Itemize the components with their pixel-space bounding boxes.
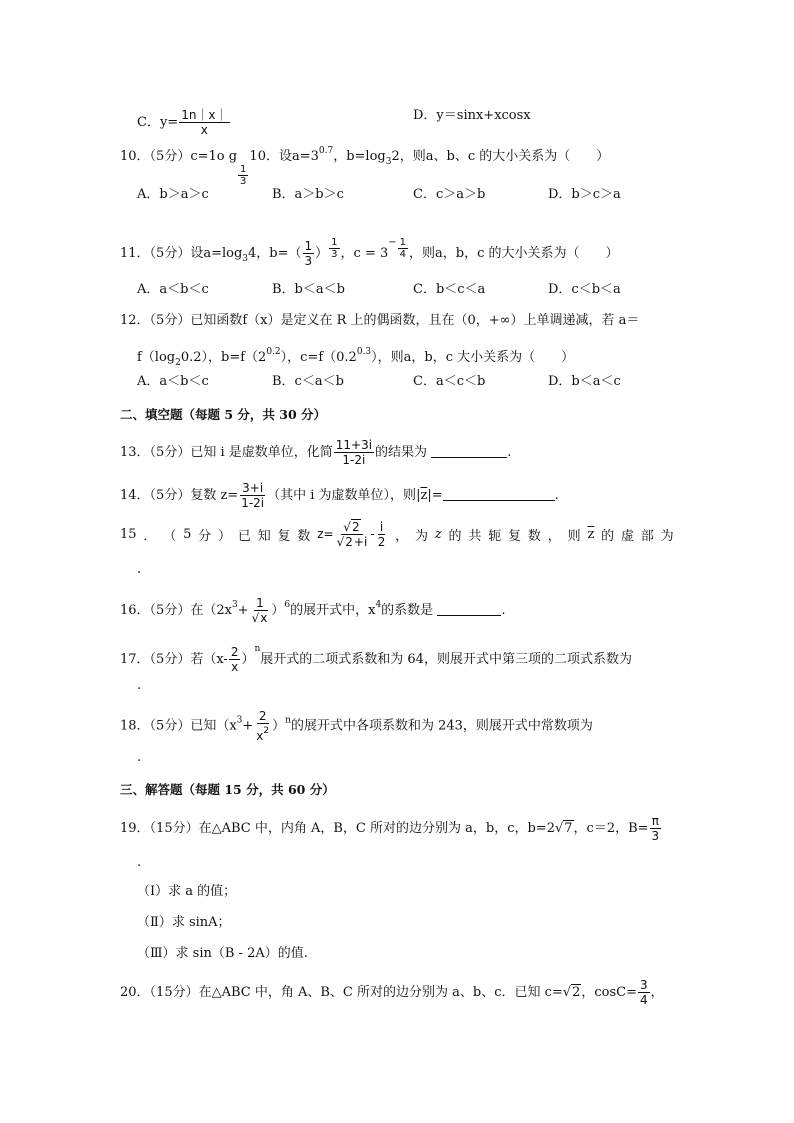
q18-num: 2 (258, 709, 267, 723)
q12-l2-c: ），c=f（0.2 (280, 350, 357, 365)
q15-i-den: 2 (377, 534, 386, 549)
q11-stem-a: 11．（5分）设a=log (120, 246, 243, 261)
q13-fraction (334, 438, 374, 467)
question-20: 20．（15分）在△ABC 中，角 A、B、C 所对的边分别为 a、b、c．已知 c=√2，cosC= $\frac{3}{4}$ ， (120, 978, 664, 1007)
q16-x: x (224, 603, 232, 618)
q16-plus: + (237, 603, 249, 618)
section-3-heading: 三、解答题（每题 15 分，共 60 分） (120, 782, 335, 797)
q16-tail2: 的系数是 (381, 603, 434, 618)
q13-stem: 13．（5分）已知 i 是虚数单位，化简 (120, 445, 333, 460)
q20-num: 3 (640, 978, 648, 992)
q15-c16: 共 (468, 528, 482, 544)
q14-end: . (554, 488, 559, 503)
q10-stem-c: ，b=log (333, 149, 386, 164)
q15-c14: z (434, 526, 442, 542)
q15-c4: 分 (198, 528, 212, 544)
q11-option-b: B．b＜a＜b (272, 282, 345, 297)
q11-b-exp-num: 1 (331, 237, 338, 248)
question-10 (120, 142, 609, 187)
q14-stem: 14．（5分）复数 z= (120, 488, 239, 503)
q15-c20: ， (547, 528, 561, 544)
q12-l2-b: 0.2），b=f（2 (180, 350, 267, 365)
question-16 (120, 596, 505, 625)
q16-p6: 6 (284, 600, 291, 610)
q15-c7: 知 (257, 528, 271, 544)
q15-c23: 的 (601, 528, 615, 544)
q15-c17: 轭 (488, 528, 502, 544)
q16-p4: 4 (375, 600, 382, 610)
q10-option-b: B．a＞b＞c (272, 187, 344, 202)
q19-mid: ，c＝2，B= (573, 821, 649, 836)
q16-p3: 3 (231, 600, 238, 610)
q19-part-3: （Ⅲ）求 sin（B - 2A）的值. (137, 946, 308, 961)
q20-fraction (638, 978, 650, 1007)
q15-den-rad: 2 (345, 534, 353, 549)
q15-num-rad: 2 (351, 519, 360, 534)
q15-c19: 数 (527, 528, 541, 544)
q11-log-sub: 3 (242, 254, 248, 264)
q15-c26: 为 (660, 528, 674, 544)
q15-i-fraction (376, 520, 388, 549)
q14-zbar: $\overline{z}$ (420, 488, 428, 503)
q19-end: . (137, 855, 142, 870)
q16-end: . (501, 603, 506, 618)
question-12-line1: 12．（5分）已知函数f（x）是定义在 R 上的偶函数，且在（0，+∞）上单调递减，若 a＝ (120, 313, 640, 328)
q9-option-c (137, 108, 231, 137)
q17-n: n (254, 644, 261, 654)
q15-c21: 则 (567, 528, 581, 544)
q16-den: √x (251, 611, 268, 625)
q20-end: ， (650, 985, 664, 1000)
q15-c6: 已 (237, 528, 251, 544)
q14-eq: |= (427, 488, 443, 503)
q10-log-base (238, 164, 248, 187)
q19-part-1: （Ⅰ）求 a 的值； (137, 884, 237, 899)
q11-b-den: 3 (304, 254, 313, 268)
q11-c-exp-num: 1 (399, 237, 407, 248)
question-15 (120, 516, 674, 552)
q11-b-exp-den: 3 (331, 249, 338, 260)
q17-num: 2 (230, 645, 239, 659)
q9-option-c-label: C．y= (137, 115, 179, 130)
q12-log-sub: 2 (175, 358, 181, 368)
q15-math (317, 520, 388, 549)
q13-tail: 的结果为 (375, 445, 428, 460)
q12-exp2: 0.3 (356, 347, 372, 357)
q18-p2: 2 (263, 726, 270, 736)
q17-end: . (137, 678, 142, 693)
q15-c18: 复 (508, 528, 522, 544)
q12-exp1: 0.2 (266, 347, 281, 357)
q19-fraction (650, 814, 662, 843)
q13-answer-blank[interactable] (431, 443, 507, 458)
q14-den: 1-2i (241, 496, 265, 510)
q18-p3: 3 (236, 715, 243, 726)
q15-c12: ， (395, 528, 409, 544)
q16-den-rad: x (260, 611, 268, 625)
q18-plus: + (242, 718, 254, 734)
q19-stem: 19．（15分）在△ABC 中，内角 A，B，C 所对的边分别为 a，b，c，b=2 (120, 821, 555, 836)
q18-den (254, 724, 271, 743)
q10-log-sub: 3 (385, 157, 392, 167)
q15-c0: 15 (120, 526, 137, 542)
q10-option-c: C．c＞a＞b (413, 187, 486, 202)
q15-den: √2+i (336, 534, 368, 549)
q18-close: ） (272, 718, 286, 734)
q10-option-d: D．b＞c＞a (548, 187, 621, 202)
q19-den: 3 (651, 829, 660, 843)
q12-option-a: A．a＜b＜c (137, 374, 209, 389)
q18-n: n (285, 715, 291, 726)
q12-option-c: C．a＜c＜b (413, 374, 486, 389)
q15-c24: 虚 (620, 528, 634, 544)
q9-option-c-denominator: x (200, 123, 208, 137)
q9-option-d: D．y＝sinx+xcosx (413, 108, 531, 123)
q10-option-a: A．b＞a＞c (137, 187, 209, 202)
q15-end: . (137, 562, 142, 577)
q18-end: . (137, 750, 142, 765)
q12-option-b: B．c＜a＜b (272, 374, 344, 389)
q12-l2-d: ），则a，b，c 大小关系为（ ） (371, 350, 575, 365)
q11-option-d: D．c＜b＜a (548, 282, 621, 297)
q9-option-c-numerator: 1n｜x｜ (181, 108, 228, 122)
q17-tail: 展开式的二项式系数和为 64，则展开式中第三项的二项式系数为 (260, 652, 632, 667)
q15-c22: $\overline{z}$ (587, 526, 595, 542)
q19-part-2: （Ⅱ）求 sinA； (137, 915, 231, 930)
q11-b-exponent (329, 237, 339, 260)
question-14: 14．（5分）复数 z= $\frac{3+i}{1-2i}$ （其中 i 为虚数单位），则$|\overline{z}|=$ . (120, 481, 559, 510)
q16-answer-blank[interactable] (437, 601, 501, 616)
q11-stem-c: ，c = 3 (340, 246, 389, 261)
q14-num: 3+i (242, 481, 264, 495)
q15-den-b: +i (353, 534, 368, 549)
q10-stem-d: 2，则a、b、c 的大小关系为（ ） (391, 149, 610, 164)
q18-stem: 18．（5分）已知（x (120, 718, 237, 734)
q15-c1: ． (143, 528, 157, 544)
q10-stem-a: 10．（5分）c=1o g (120, 149, 238, 164)
q17-fraction (229, 645, 241, 674)
q11-stem-b: 4，b=（ (248, 246, 302, 261)
q11-option-c: C．b＜c＜a (413, 282, 486, 297)
q11-option-a: A．a＜b＜c (137, 282, 209, 297)
q16-num: 1 (256, 596, 264, 610)
q12-l2-a: f（log (137, 350, 176, 365)
q10-log-base-den: 3 (240, 176, 247, 187)
q15-c3: 5 (183, 526, 192, 542)
q14-answer-blank[interactable] (443, 486, 555, 501)
q11-c-exponent (398, 237, 408, 260)
q15-c8: 复 (277, 528, 291, 544)
q19-rad: 7 (564, 821, 573, 836)
q20-mid: ，cosC= (581, 985, 637, 1000)
question-11: 11．（5分）设$a=\log_34$，b=（ $\frac{1}{3}$ ） $\frac{1}{3}$ ，c = 3− $\frac{1}{4}$ ，则a，b，c 的大小关系为（ ） (120, 237, 619, 268)
q16-fraction (250, 596, 271, 625)
q15-c25: 部 (640, 528, 654, 544)
q13-den: 1-2i (342, 453, 366, 467)
q15-fraction (335, 520, 370, 549)
q10-stem-b: 10．设a=3 (249, 149, 319, 164)
q17-stem: 17．（5分）若（x- (120, 652, 228, 667)
q15-c15: 的 (448, 528, 462, 544)
q18-den-x: x (256, 729, 264, 743)
q15-c5: ） (218, 528, 232, 544)
q16-stem: 16．（5分）在（2 (120, 603, 225, 618)
question-18 (120, 709, 593, 743)
q9-option-c-fraction (179, 108, 229, 137)
section-2-heading: 二、填空题（每题 5 分，共 30 分） (120, 407, 327, 422)
question-13 (120, 438, 511, 467)
q16-tail: 的展开式中，x (290, 603, 376, 618)
q11-b-num: 1 (304, 239, 313, 253)
q11-c-exp-den: 4 (399, 249, 407, 260)
q15-minus: - (370, 526, 375, 542)
q12-option-d: D．b＜a＜c (548, 374, 621, 389)
q14-tail: （其中 i 为虚数单位），则 (267, 488, 417, 503)
q18-tail: 的展开式中各项系数和为 243，则展开式中常数项为 (290, 718, 593, 734)
q15-i-num: i (379, 519, 384, 534)
q19-num: π (651, 814, 659, 828)
q15-c13: 为 (415, 528, 429, 544)
q10-exponent: 0.7 (318, 146, 334, 156)
q10-log-base-num: 1 (240, 164, 247, 175)
q15-z-eq: z= (317, 526, 334, 541)
question-12-line2 (137, 343, 574, 372)
q14-fraction (239, 481, 266, 510)
q20-stem: 20．（15分）在△ABC 中，角 A、B、C 所对的边分别为 a、b、c．已知 c= (120, 985, 563, 1000)
question-19: 19．（15分）在△ABC 中，内角 A，B，C 所对的边分别为 a，b，c，b=2√7，c＝2，B= $\frac{\pi}{3}$ (120, 814, 660, 843)
q15-c9: 数 (297, 528, 311, 544)
q13-end: . (507, 445, 512, 460)
q17-den: x (231, 660, 239, 674)
q15-c2: （ (163, 528, 177, 544)
question-17 (120, 640, 632, 674)
q17-close: ） (241, 652, 255, 667)
q11-c-neg: − (388, 237, 397, 248)
q11-b-fraction (303, 239, 315, 268)
q13-num: 11+3i (335, 438, 373, 452)
q20-den: 4 (640, 993, 648, 1007)
q11-stem-d: ，则a，b，c 的大小关系为（ ） (409, 246, 619, 261)
q18-fraction (254, 709, 271, 743)
q16-close: ） (271, 603, 285, 618)
q15-num: √2 (341, 520, 362, 535)
q20-rad: 2 (572, 985, 581, 1000)
